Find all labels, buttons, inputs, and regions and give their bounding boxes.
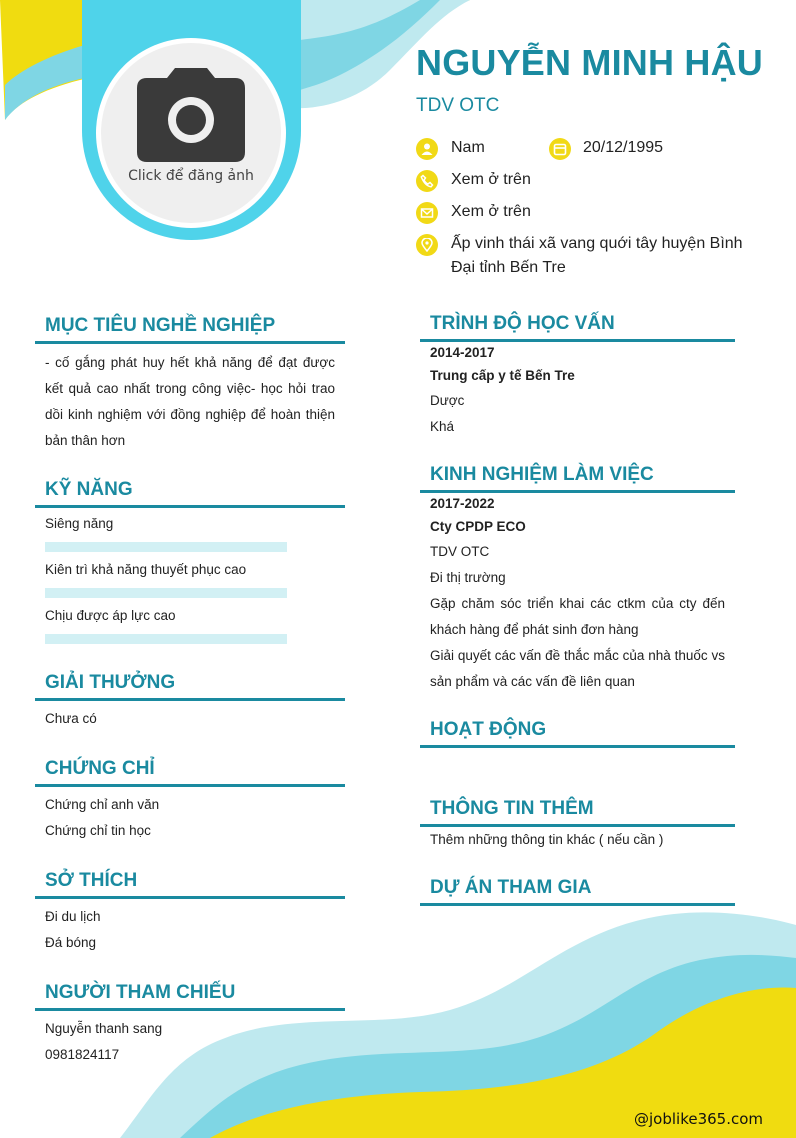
skill-item [45,554,335,600]
extra-info-title: THÔNG TIN THÊM [430,798,594,819]
experience-line: Giải quyết các vấn đề thắc mắc của nhà thuốc vs sản phẩm và các vấn đề liên quan [430,648,725,689]
extra-info-section [420,794,735,853]
job-title: TDV OTC [416,95,500,116]
certificates-title: CHỨNG CHỈ [45,758,155,779]
experience-line: Đi thị trường [430,570,506,585]
calendar-icon [549,138,571,160]
experience-line: Gặp chăm sóc triển khai các ctkm của cty đến khách hàng để phát sinh đơn hàng [430,596,725,637]
user-icon [416,138,438,160]
skill-name: Kiên trì khả năng thuyết phục cao [45,562,247,577]
education-section [420,309,735,440]
full-name: NGUYỄN MINH HẬU [416,42,764,83]
experience-period: 2017-2022 [430,496,495,511]
birthday-value: 20/12/1995 [583,139,664,156]
activities-section [420,715,735,748]
awards-section [35,668,345,732]
objective-text: - cố gắng phát huy hết khả năng để đạt được kết quả cao nhất trong công việc- học hỏi trao dồi kinh nghiệm với đồng nghiệp để hoàn thiện bản thân hơn [45,355,335,448]
experience-company: Cty CPDP ECO [430,519,526,534]
reference-phone: 0981824117 [45,1047,120,1062]
references-title: NGƯỜI THAM CHIẾU [45,982,236,1003]
phone-icon [416,170,438,192]
hobby-item: Đá bóng [45,935,97,950]
hobby-item: Đi du lịch [45,909,101,924]
section-divider [35,341,345,344]
extra-info-text: Thêm những thông tin khác ( nếu cần ) [430,832,664,847]
activities-title: HOẠT ĐỘNG [430,719,547,740]
skill-item [45,508,335,554]
skill-name: Chịu được áp lực cao [45,608,176,623]
education-school: Trung cấp y tế Bến Tre [430,368,575,383]
brand-watermark: @joblike365.com [634,1110,764,1128]
education-title: TRÌNH ĐỘ HỌC VẤN [430,313,615,334]
section-divider [420,745,735,748]
education-grade: Khá [430,419,455,434]
skills-title: KỸ NĂNG [45,479,133,500]
projects-section [420,873,735,906]
skills-section [35,475,345,646]
skill-item [45,600,335,646]
certificate-item: Chứng chỉ anh văn [45,797,160,812]
education-period: 2014-2017 [430,345,495,360]
references-section [35,978,345,1068]
photo-caption[interactable]: Click để đăng ảnh [128,168,254,184]
experience-position: TDV OTC [430,544,490,559]
email-value: Xem ở trên [451,203,531,220]
camera-icon[interactable] [137,68,245,162]
objective-title: MỤC TIÊU NGHỀ NGHIỆP [45,315,276,336]
education-major: Dược [430,393,465,408]
reference-name: Nguyễn thanh sang [45,1021,163,1036]
hobbies-section [35,866,345,956]
gender-value: Nam [451,139,485,156]
awards-title: GIẢI THƯỞNG [45,672,176,693]
certificate-item: Chứng chỉ tin học [45,823,151,838]
skill-bar [45,634,287,644]
skill-name: Siêng năng [45,516,114,531]
address-value: Ấp vinh thái xã vang quới tây huyện Bình Đại tỉnh Bến Tre [451,235,743,276]
certificates-section [35,754,345,844]
award-item: Chưa có [45,711,97,726]
experience-section [420,460,735,695]
location-pin-icon [416,234,438,256]
phone-value: Xem ở trên [451,171,531,188]
hobbies-title: SỞ THÍCH [45,870,138,891]
projects-title: DỰ ÁN THAM GIA [430,877,592,898]
objective-section [35,311,345,454]
experience-title: KINH NGHIỆM LÀM VIỆC [430,464,654,485]
skill-bar [45,588,287,598]
skill-bar [45,542,287,552]
section-divider [420,903,735,906]
mail-icon [416,202,438,224]
